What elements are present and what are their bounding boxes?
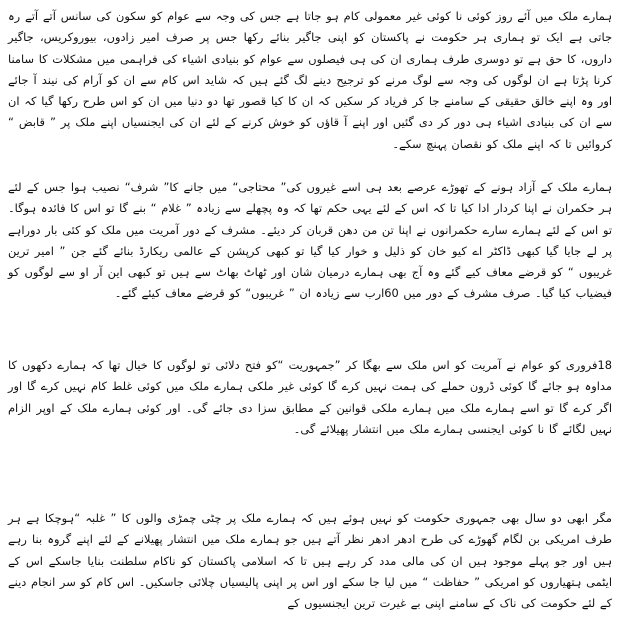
- paragraph-3: 18فروری کو عوام نے آمریت کو اس ملک سے بھگا کر ”جمہوریت “کو فتح دلائی تو لوگوں کا خیال تھا کہ ہمارے دکھوں کا مداوہ ہو جائے گا کوئی ڈرون حملے کی ہمت نہیں کرے گا کوئی غیر ملکی ہمارے ملک میں کوئی غلط کام نہیں کرے گا اور اگر کرے گا تو اسے ہمارے ملک میں ہمارے ملکی قوانین کے مطابق سزا دی جائے گی۔ اور کوئی ہمارے ملک کے اوپر الزام نہیں لگائے گا نا کوئی ایجنسی ہمارے ملک میں انتشار پھیلائے گی۔: [8, 358, 612, 436]
- paragraph-4: مگر ابھی دو سال بھی جمہوری حکومت کو نہیں ہوئے ہیں کہ ہمارے ملک پر چٹی چمڑی والوں کا ” غلبہ “ہوچکا ہے ہر طرف امریکی بن لگام گھوڑے کی طرح ادھر ادھر نظر آتے ہیں جو ہمارے ملک میں انتشار پھیلانے کے لئے اپنے گروہ بنا رہے ہیں اور جو پہلے موجود ہیں ان کی مالی مدد کر رہے ہیں تا کہ اسلامی پاکستان کو ناکام سلطنت بنایا جاسکے اس کے ایٹمی ہتھیاروں کو امریکی ” حفاظت “ میں لیا جا سکے اور اس پر اپنی پالیسیاں چلائی جاسکیں۔ اس کام کو سر انجام دینے کے لئے حکومت کی ناک کے سامنے اپنی بے غیرت ترین ایجنسیوں کے: [8, 511, 612, 611]
- paragraph-1: ہمارے ملک میں آئے روز کوئی نا کوئی غیر معمولی کام ہو جاتا ہے جس کی وجہ سے عوام کو سکون کی سانس آتے آتے رہ جاتی ہے ایک تو ہماری ہر حکومت نے پاکستان کو اپنی جاگیر بنائے رکھا جس پر صرف امیر زادوں، بیوروکریس، جاگیر داروں، کا حق ہے تو دوسری طرف ہماری ان کی ہی فیصلوں سے عوام کو بنیادی اشیاء کی فراہمی میں مشکلات کا سامنا کرنا پڑتا ہے ان لوگوں کی وجہ سے لوگ مرنے کو ترجیح دینے لگ گئے ہیں کہ شاید اس کام سے ان کو آرام کی نیند آ جائے اور وہ اپنے خالق حقیقی کے سامنے جا کر فریاد کر سکیں کہ ان کا کیا قصور تھا دو دنیا میں ان کو اس طرح رکھا گیا کہ ان سے ان کی بنیادی اشیاء ہی دور کر دی گئیں اور اپنے آ قاؤں کو خوش کرنے کے لئے ان کی ایجنسیاں اپنے ملک پر ” قابض “ کروائیں تا کہ اپنے ملک کو نقصان پہنچ سکے۔: [8, 9, 612, 151]
- paragraph-2: ہمارے ملک کے آزاد ہونے کے تھوڑے عرصے بعد ہی اسے غیروں کی” محتاجی“ میں جانے کا” شرف“ نصیب ہوا جس کے لئے ہر حکمران نے اپنا کردار ادا کیا تا کہ اس کے لئے یہی حکم تھا کہ وہ پچھلے سے زیادہ ” غلام “ بنے گا تو اس کا فائدہ ہوگا۔ تو اس کے لئے ہمارے سارے حکمرانوں نے اپنا تن من دھن قربان کر دیئے۔ مشرف کے دور آمریت میں ملک کو کئی بار دوراہے پر لے جایا گیا کبھی ڈاکٹر اے کیو خان کو ذلیل و خوار کیا گیا تو کبھی کرپشن کے عالمی ریکارڈ بنائے گئے جن ” امیر ترین غریبوں “ کو قرضے معاف کیے گئے وہ آج بھی ہمارے درمیان شان اور ٹھاٹ بھاٹ سے ہیں تو کبھی این آر او سے لوگوں کو فیضیاب کیا گیا۔ صرف مشرف کے دور میں 60ارب سے زیادہ ان ” غریبوں“ کو قرضے معاف کیئے گئے۔: [8, 180, 612, 301]
